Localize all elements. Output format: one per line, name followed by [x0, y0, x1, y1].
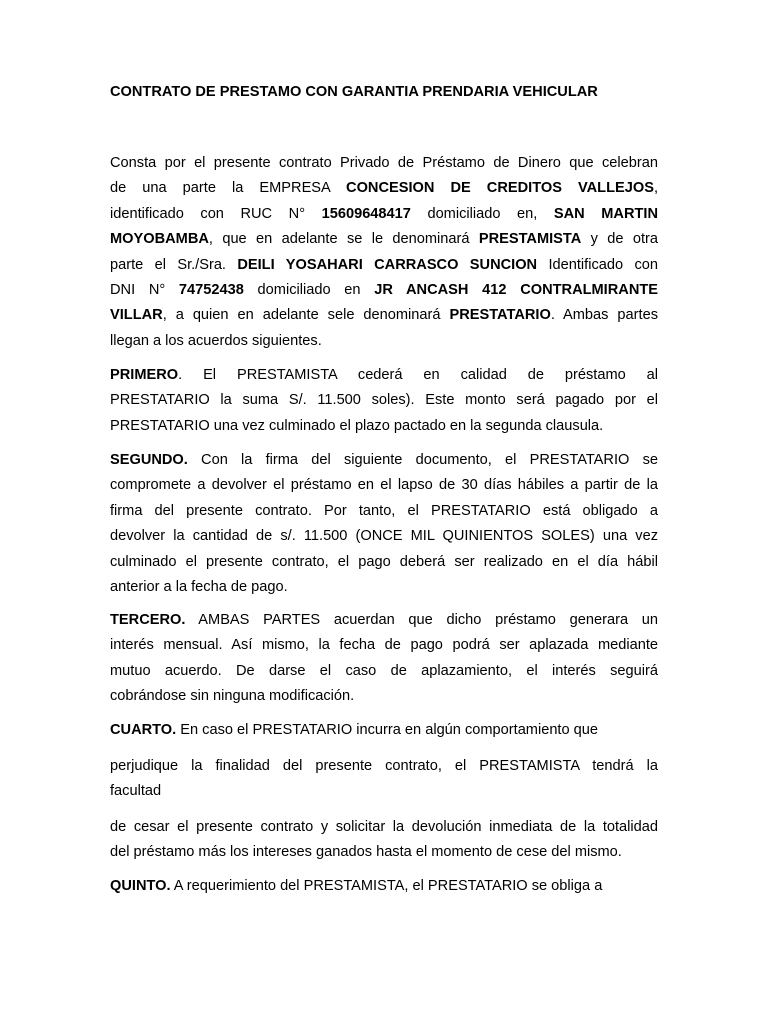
clause-segundo — [110, 448, 658, 600]
text-run: anterior a la fecha de pago. — [110, 579, 288, 596]
intro-paragraph — [110, 151, 658, 354]
text-run: facultad — [110, 783, 162, 800]
text-run: , — [653, 180, 658, 197]
text-line — [110, 718, 658, 743]
text-run: PRESTATARIO la suma S/. 11.500 soles). Este monto será pagado por el — [110, 392, 658, 409]
bold-text: JR ANCASH 412 CONTRALMIRANTE — [374, 282, 659, 299]
text-run: del préstamo más los intereses ganados hasta el momento de cese del mismo. — [110, 844, 622, 861]
bold-text: PRESTAMISTA — [478, 231, 582, 248]
text-run: . El PRESTAMISTA cederá en calidad de préstamo al — [178, 367, 658, 383]
text-line — [110, 414, 658, 439]
text-line — [110, 388, 658, 413]
text-run: A requerimiento del PRESTAMISTA, el PRESTATARIO se obliga a — [170, 878, 603, 894]
text-run: culminado el presente contrato, el pago deberá ser realizado en el día hábil — [110, 553, 658, 570]
text-line — [110, 840, 658, 865]
text-line — [110, 473, 658, 498]
text-run: AMBAS PARTES acuerdan que dicho préstamo generara un — [185, 612, 658, 628]
text-run: . Ambas partes — [550, 307, 658, 324]
text-line — [110, 684, 658, 709]
text-line — [110, 659, 658, 684]
bold-text: 15609648417 — [321, 205, 411, 222]
text-run: de cesar el presente contrato y solicitar la devolución inmediata de la totalidad — [110, 819, 658, 835]
bold-text: SEGUNDO. — [110, 452, 188, 468]
text-line — [110, 151, 658, 176]
text-run: mutuo acuerdo. De darse el caso de aplazamiento, el interés seguirá — [110, 662, 658, 679]
text-line — [110, 633, 658, 658]
text-run: interés mensual. Así mismo, la fecha de pago podrá ser aplazada mediante — [110, 637, 658, 654]
bold-text: SAN MARTIN — [553, 205, 658, 222]
bold-text: CUARTO. — [110, 722, 177, 738]
text-run: domiciliado en — [243, 282, 375, 299]
text-line — [110, 550, 658, 575]
text-run: compromete a devolver el préstamo en el lapso de 30 días hábiles a partir de la — [110, 477, 658, 494]
bold-text: PRESTATARIO — [449, 307, 551, 324]
text-line — [110, 448, 658, 473]
text-line — [110, 202, 658, 227]
text-line — [110, 303, 658, 328]
clause-cuarto-continued — [110, 754, 658, 805]
clause-cuarto — [110, 718, 658, 743]
bold-text: MOYOBAMBA — [110, 231, 209, 248]
text-run: Consta por el presente contrato Privado de Préstamo de Dinero que celebran — [110, 155, 658, 171]
bold-text: DEILI YOSAHARI CARRASCO SUNCION — [237, 256, 538, 273]
text-run: En caso el PRESTATARIO incurra en algún comportamiento que — [176, 722, 599, 738]
text-run: Con la firma del siguiente documento, el PRESTATARIO se — [187, 452, 658, 468]
text-run: PRESTATARIO una vez culminado el plazo pactado en la segunda clausula. — [110, 417, 604, 434]
text-run: , que en adelante se le denominará — [208, 231, 479, 248]
bold-text: VILLAR — [110, 307, 163, 324]
text-run: cobrándose sin ninguna modificación. — [110, 688, 355, 705]
clause-primero — [110, 363, 658, 439]
text-run: de una parte la EMPRESA — [110, 180, 347, 197]
text-line — [110, 253, 658, 278]
bold-text: 74752438 — [178, 282, 244, 299]
bold-text: TERCERO. — [110, 612, 186, 628]
clause-cuarto-final — [110, 815, 658, 866]
text-run: perjudique la finalidad del presente contrato, el PRESTAMISTA tendrá la — [110, 758, 658, 774]
text-run: firma del presente contrato. Por tanto, el PRESTATARIO está obligado a — [110, 502, 658, 519]
bold-text: PRIMERO — [110, 367, 179, 383]
text-line — [110, 227, 658, 252]
text-run: , a quien en adelante sele denominará — [162, 307, 450, 324]
text-run: parte el Sr./Sra. — [110, 256, 238, 273]
text-line — [110, 363, 658, 388]
text-line — [110, 176, 658, 201]
text-line — [110, 874, 658, 899]
text-run: y de otra — [581, 231, 659, 248]
text-line — [110, 278, 658, 303]
text-line — [110, 329, 658, 354]
text-run: domiciliado en, — [410, 205, 554, 222]
clause-quinto — [110, 874, 658, 899]
text-run: llegan a los acuerdos siguientes. — [110, 332, 322, 349]
bold-text: CONCESION DE CREDITOS VALLEJOS — [346, 180, 654, 197]
bold-text: QUINTO. — [110, 878, 171, 894]
text-run: devolver la cantidad de s/. 11.500 (ONCE MIL QUINIENTOS SOLES) una vez — [110, 528, 658, 545]
text-line — [110, 608, 658, 633]
contract-title: CONTRATO DE PRESTAMO CON GARANTIA PRENDARIA VEHICULAR — [110, 84, 598, 100]
text-line — [110, 754, 658, 779]
text-run: Identificado con — [537, 256, 658, 273]
text-line — [110, 779, 658, 804]
text-line — [110, 524, 658, 549]
clause-tercero — [110, 608, 658, 710]
text-line — [110, 499, 658, 524]
text-line — [110, 575, 658, 600]
text-line — [110, 815, 658, 840]
text-run: identificado con RUC N° — [110, 205, 322, 222]
text-run: DNI N° — [110, 282, 179, 299]
